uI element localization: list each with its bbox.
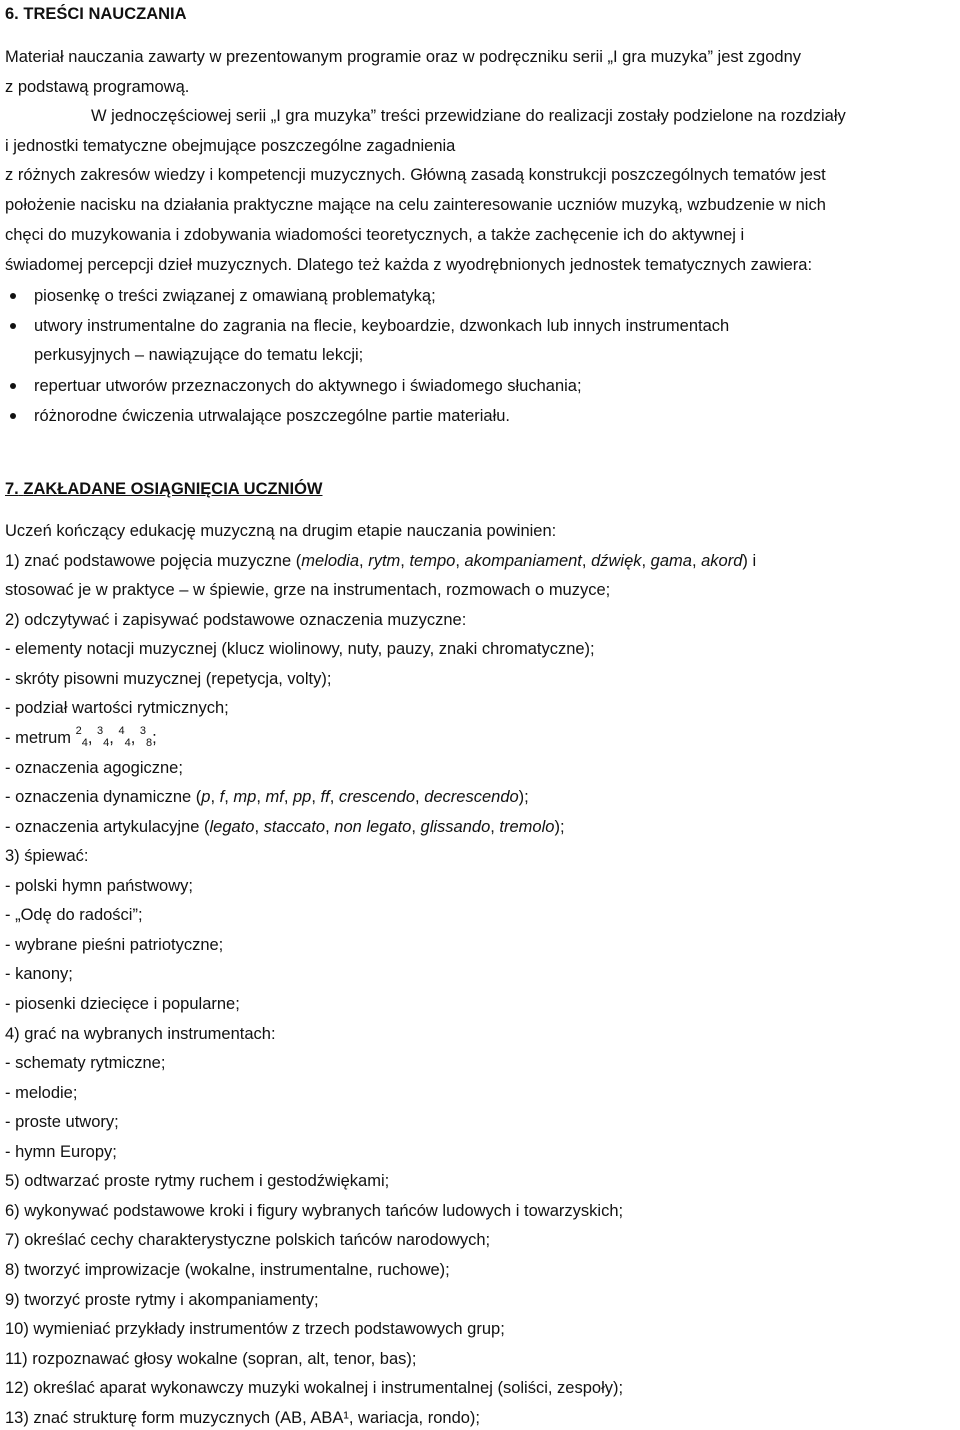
sub-item: - elementy notacji muzycznej (klucz wiolinowy, nuty, pauzy, znaki chromatyczne); <box>5 640 595 658</box>
list-item-10: 10) wymieniać przykłady instrumentów z trzech podstawowych grup; <box>5 1320 505 1338</box>
list-item-9: 9) tworzyć proste rytmy i akompaniamenty; <box>5 1291 319 1309</box>
list-item-5: 5) odtwarzać proste rytmy ruchem i gestodźwiękami; <box>5 1172 390 1190</box>
term: melodia <box>301 552 360 570</box>
sub-item: - proste utwory; <box>5 1113 119 1131</box>
section-7-heading <box>5 479 323 499</box>
term: legato <box>209 818 255 836</box>
list-item-7: 7) określać cechy charakterystyczne polskich tańców narodowych; <box>5 1231 491 1249</box>
bullet-text: różnorodne ćwiczenia utrwalające poszczególne partie materiału. <box>34 407 511 425</box>
term: glissando <box>420 818 491 836</box>
bullet-icon <box>10 413 16 419</box>
list-item-1-cont: stosować je w praktyce – w śpiewie, grze na instrumentach, rozmowach o muzyce; <box>5 581 611 599</box>
bullet-item <box>34 376 582 396</box>
section-6-heading <box>5 4 187 24</box>
sub-item-metrum: - metrum $^2$4, $^3$4, $^4$4, $^3$8; <box>5 725 157 749</box>
paragraph-line: położenie nacisku na działania praktyczne mające na celu zainteresowanie uczniów muzyką, wzbudzenie w nich <box>5 196 826 214</box>
metrum-signature: $^3$4 <box>97 725 110 749</box>
metrum-signature: $^2$4 <box>75 725 88 749</box>
bullet-text: repertuar utworów przeznaczonych do aktywnego i świadomego słuchania; <box>34 377 582 395</box>
bullet-text: utwory instrumentalne do zagrania na flecie, keyboardzie, dzwonkach lub innych instrumentach <box>34 317 730 335</box>
term: pp <box>293 788 312 806</box>
list-item-6: 6) wykonywać podstawowe kroki i figury wybranych tańców ludowych i towarzyskich; <box>5 1202 624 1220</box>
term: tempo <box>409 552 456 570</box>
paragraph-line: chęci do muzykowania i zdobywania wiadomości teoretycznych, a także zachęcenie ich do aktywnej i <box>5 226 745 244</box>
bullet-text: piosenkę o treści związanej z omawianą problematyką; <box>34 287 436 305</box>
sub-item-articulation: - oznaczenia artykulacyjne (legato, staccato, non legato, glissando, tremolo); <box>5 818 565 836</box>
term: non legato <box>334 818 412 836</box>
sub-item: - schematy rytmiczne; <box>5 1054 166 1072</box>
list-item-3: 3) śpiewać: <box>5 847 89 865</box>
section-6-number: 6. <box>5 5 19 23</box>
list-item-11: 11) rozpoznawać głosy wokalne (sopran, alt, tenor, bas); <box>5 1350 417 1368</box>
item-text: - oznaczenia artykulacyjne ( <box>5 818 210 836</box>
punctuation: ; <box>152 729 157 747</box>
paragraph-line: świadomej percepcji dzieł muzycznych. Dlatego też każda z wyodrębnionych jednostek tematycznych zawiera: <box>5 256 813 274</box>
term: p <box>201 788 211 806</box>
section-7-number: 7. <box>5 480 19 498</box>
sub-item: - polski hymn państwowy; <box>5 877 193 895</box>
sub-item: - podział wartości rytmicznych; <box>5 699 229 717</box>
term: crescendo <box>338 788 416 806</box>
sub-item: - kanony; <box>5 965 73 983</box>
term: mp <box>233 788 257 806</box>
term: mf <box>265 788 284 806</box>
item-text: ) i <box>742 552 757 570</box>
bullet-item <box>34 316 729 336</box>
paragraph-line: z różnych zakresów wiedzy i kompetencji muzycznych. Główną zasadą konstrukcji poszczególnych tematów jest <box>5 166 826 184</box>
list-item-2: 2) odczytywać i zapisywać podstawowe oznaczenia muzyczne: <box>5 611 467 629</box>
term: akord <box>701 552 743 570</box>
metrum-signature: $^4$4 <box>118 725 131 749</box>
term: rytm <box>368 552 401 570</box>
intro-line: Uczeń kończący edukację muzyczną na drugim etapie nauczania powinien: <box>5 522 557 540</box>
term: decrescendo <box>424 788 519 806</box>
bullet-icon <box>10 323 16 329</box>
sub-item: - oznaczenia agogiczne; <box>5 759 183 777</box>
list-item-1: 1) znać podstawowe pojęcia muzyczne (melodia, rytm, tempo, akompaniament, dźwięk, gama, akord) i <box>5 552 757 570</box>
term: tremolo <box>499 818 555 836</box>
term: dźwięk <box>591 552 642 570</box>
list-item-8: 8) tworzyć improwizacje (wokalne, instrumentalne, ruchowe); <box>5 1261 450 1279</box>
sub-item: - „Odę do radości”; <box>5 906 143 924</box>
term: staccato <box>263 818 326 836</box>
paragraph-line: W jednoczęściowej serii „I gra muzyka” treści przewidziane do realizacji zostały podzielone na rozdziały <box>91 107 846 125</box>
section-7-title: ZAKŁADANE OSIĄGNIĘCIA UCZNIÓW <box>23 480 323 498</box>
metrum-signature: $^3$8 <box>139 725 153 749</box>
item-text: - oznaczenia dynamiczne ( <box>5 788 202 806</box>
item-text: ); <box>554 818 565 836</box>
section-6-title: TREŚCI NAUCZANIA <box>23 5 187 23</box>
sub-item: - melodie; <box>5 1084 78 1102</box>
paragraph-line: z podstawą programową. <box>5 78 190 96</box>
list-item-4: 4) grać na wybranych instrumentach: <box>5 1025 276 1043</box>
sub-item: - hymn Europy; <box>5 1143 117 1161</box>
sub-item-dynamic: - oznaczenia dynamiczne (p, f, mp, mf, pp, ff, crescendo, decrescendo); <box>5 788 529 806</box>
item-text: ); <box>518 788 529 806</box>
term: f <box>219 788 225 806</box>
metrum-label: - metrum <box>5 729 71 747</box>
bullet-item <box>34 406 510 426</box>
paragraph-line: Materiał nauczania zawarty w prezentowanym programie oraz w podręczniku serii „I gra muzyka” jest zgodny <box>5 48 801 66</box>
term: ff <box>320 788 330 806</box>
sub-item: - skróty pisowni muzycznej (repetycja, volty); <box>5 670 332 688</box>
bullet-icon <box>10 293 16 299</box>
sub-item: - wybrane pieśni patriotyczne; <box>5 936 224 954</box>
list-item-13: 13) znać strukturę form muzycznych (AB, ABA¹, wariacja, rondo); <box>5 1409 480 1427</box>
item-text: 1) znać podstawowe pojęcia muzyczne ( <box>5 552 302 570</box>
bullet-continuation: perkusyjnych – nawiązujące do tematu lekcji; <box>34 346 364 364</box>
bullet-item <box>34 286 436 306</box>
term: gama <box>650 552 692 570</box>
bullet-icon <box>10 383 16 389</box>
paragraph-line: i jednostki tematyczne obejmujące poszczególne zagadnienia <box>5 137 456 155</box>
term: akompaniament <box>464 552 582 570</box>
list-item-12: 12) określać aparat wykonawczy muzyki wokalnej i instrumentalnej (soliści, zespoły); <box>5 1379 624 1397</box>
sub-item: - piosenki dziecięce i popularne; <box>5 995 240 1013</box>
